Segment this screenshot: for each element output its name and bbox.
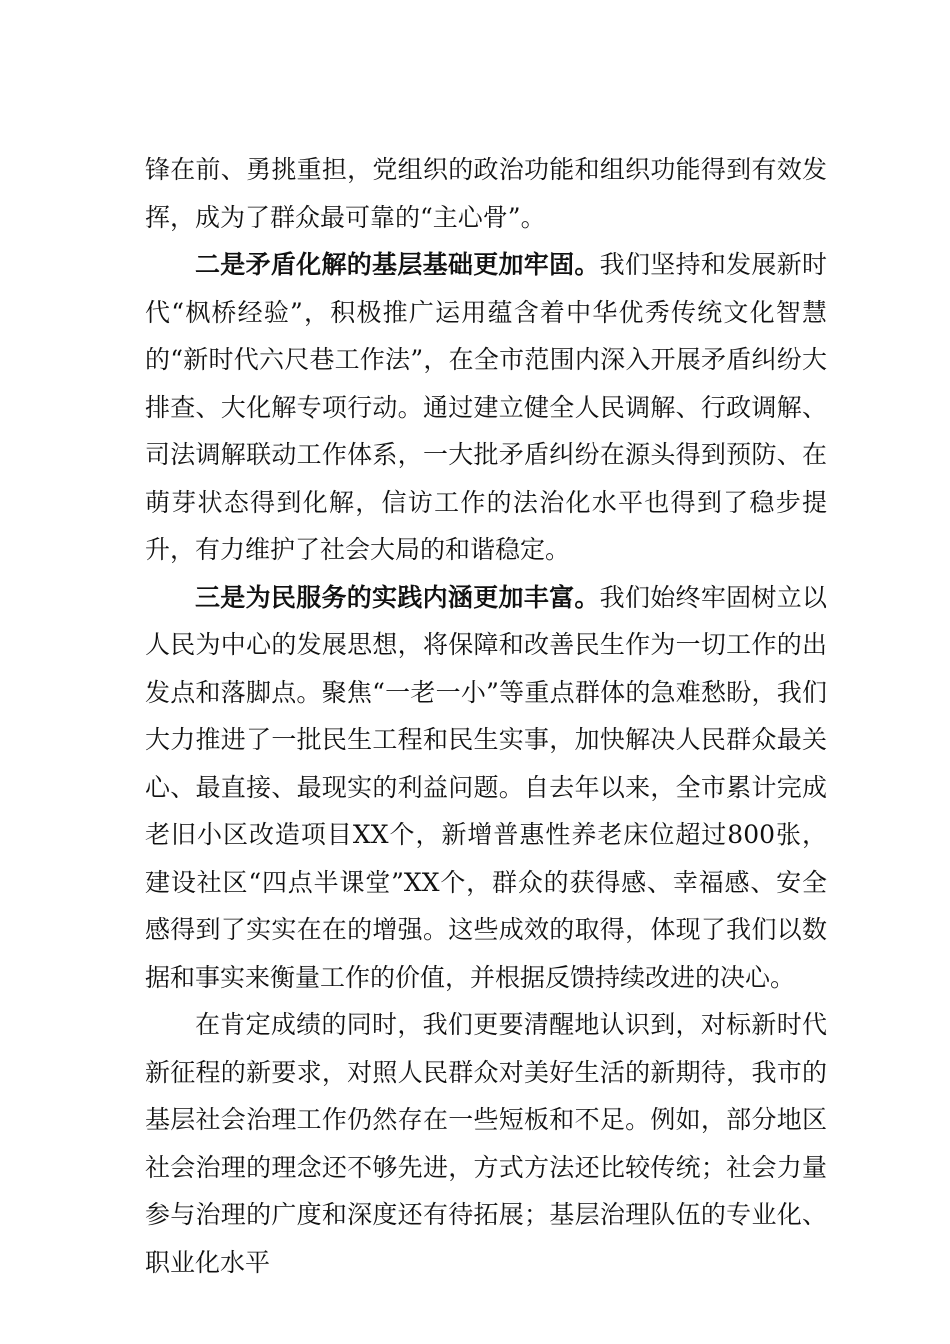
paragraph-public-service [145,574,827,1002]
paragraph-text: 我们坚持和发展新时代“枫桥经验”，积极推广运用蕴含着中华优秀传统文化智慧的“新时代六尺巷工作法”，在全市范围内深入开展矛盾纠纷大排查、大化解专项行动。通过建立健全人民调解、行政调解、司法调解联动工作体系，一大批矛盾纠纷在源头得到预防、在萌芽状态得到化解，信访工作的法治化水平也得到了稳步提升，有力维护了社会大局的和谐稳定。 [145,250,827,564]
paragraph-conflict-resolution [145,241,827,574]
paragraph-text: 锋在前、勇挑重担，党组织的政治功能和组织功能得到有效发挥，成为了群众最可靠的“主心骨”。 [145,155,827,232]
paragraph-shortcomings [145,1001,827,1286]
paragraph-text: 我们始终牢固树立以人民为中心的发展思想，将保障和改善民生作为一切工作的出发点和落脚点。聚焦“一老一小”等重点群体的急难愁盼，我们大力推进了一批民生工程和民生实事，加快解决人民群众最关心、最直接、最现实的利益问题。自去年以来，全市累计完成老旧小区改造项目XX个，新增普惠性养老床位超过800张，建设社区“四点半课堂”XX个，群众的获得感、幸福感、安全感得到了实实在在的增强。这些成效的取得，体现了我们以数据和事实来衡量工作的价值，并根据反馈持续改进的决心。 [145,582,827,992]
document-body [145,146,827,1286]
paragraph-text: 在肯定成绩的同时，我们更要清醒地认识到，对标新时代新征程的新要求，对照人民群众对美好生活的新期待，我市的基层社会治理工作仍然存在一些短板和不足。例如，部分地区社会治理的理念还不够先进，方式方法还比较传统；社会力量参与治理的广度和深度还有待拓展；基层治理队伍的专业化、职业化水平 [145,1010,827,1277]
paragraph-continuation [145,146,827,241]
paragraph-lead-heading: 三是为民服务的实践内涵更加丰富。 [195,582,600,612]
paragraph-lead-heading: 二是矛盾化解的基层基础更加牢固。 [195,250,600,279]
